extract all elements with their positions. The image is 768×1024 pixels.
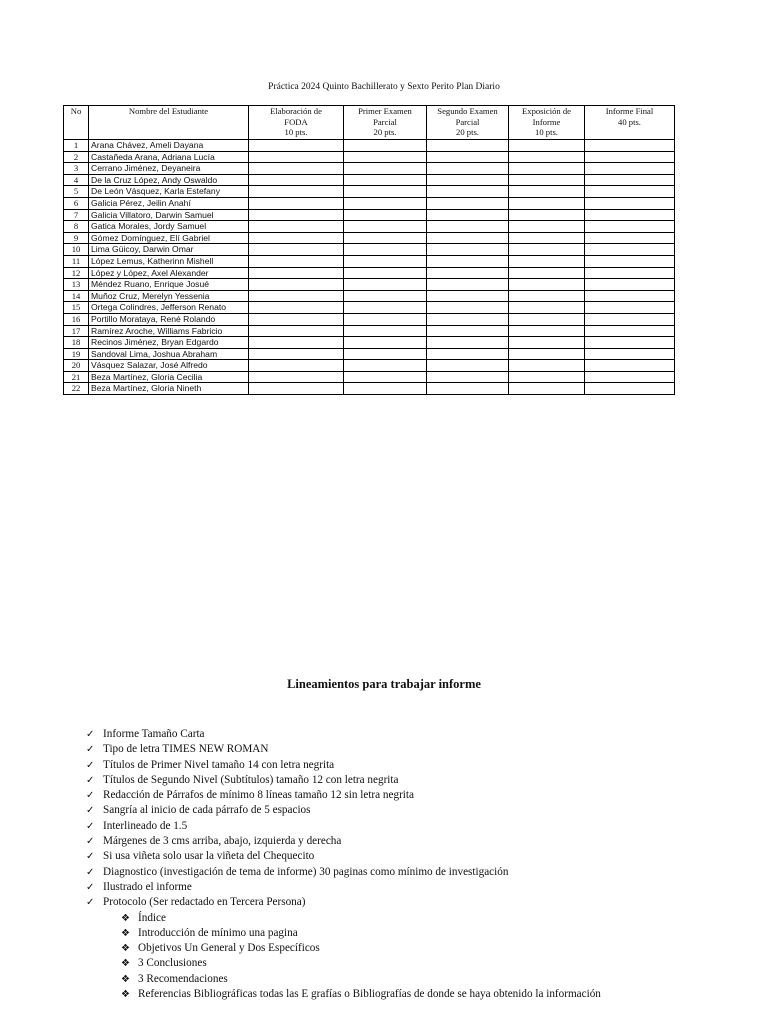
- list-item: [86, 742, 746, 757]
- score-cell[interactable]: [249, 244, 344, 256]
- score-cell[interactable]: [427, 221, 509, 233]
- checkmark-icon: ✓: [86, 759, 95, 771]
- diamond-bullet-icon: ❖: [121, 989, 130, 1001]
- score-cell[interactable]: [427, 371, 509, 383]
- list-item-text: Interlineado de 1.5: [103, 819, 188, 832]
- score-cell[interactable]: [249, 140, 344, 152]
- student-name: Castañeda Arana, Adriana Lucía: [89, 151, 249, 163]
- score-cell[interactable]: [249, 313, 344, 325]
- column-header: [344, 106, 427, 140]
- score-cell[interactable]: [585, 267, 675, 279]
- student-name: Gómez Domínguez, Elí Gabriel: [89, 232, 249, 244]
- score-cell[interactable]: [344, 140, 427, 152]
- score-cell[interactable]: [344, 337, 427, 349]
- score-cell[interactable]: [585, 313, 675, 325]
- score-cell[interactable]: [249, 163, 344, 175]
- list-item-text: Introducción de mínimo una pagina: [138, 926, 298, 939]
- row-number: 14: [64, 290, 89, 302]
- score-cell[interactable]: [509, 290, 585, 302]
- score-cell[interactable]: [427, 348, 509, 360]
- list-item: [86, 895, 746, 910]
- column-header-line: Nombre del Estudiante: [128, 106, 209, 116]
- score-cell[interactable]: [249, 348, 344, 360]
- student-name: Cerrano Jiménez, Deyaneira: [89, 163, 249, 175]
- student-name: Vásquez Salazar, José Alfredo: [89, 360, 249, 372]
- row-number: 8: [64, 221, 89, 233]
- student-name: Lima Güicoy, Darwin Omar: [89, 244, 249, 256]
- score-cell[interactable]: [249, 302, 344, 314]
- table-row: [64, 174, 675, 186]
- document-title: Práctica 2024 Quinto Bachillerato y Sexto Perito Plan Diario: [268, 82, 500, 92]
- checkmark-icon: ✓: [86, 744, 95, 756]
- score-cell[interactable]: [585, 174, 675, 186]
- sub-list-item: [86, 956, 746, 971]
- score-cell[interactable]: [509, 174, 585, 186]
- score-cell[interactable]: [344, 383, 427, 395]
- score-cell[interactable]: [585, 209, 675, 221]
- column-header-line: 20 pts.: [456, 127, 479, 137]
- score-cell[interactable]: [344, 360, 427, 372]
- list-item-text: Ilustrado el informe: [103, 880, 192, 893]
- checkmark-icon: ✓: [86, 820, 95, 832]
- score-cell[interactable]: [509, 383, 585, 395]
- row-number: 22: [64, 383, 89, 395]
- list-item: [86, 773, 746, 788]
- row-number: 11: [64, 255, 89, 267]
- table-row: [64, 360, 675, 372]
- score-cell[interactable]: [249, 186, 344, 198]
- diamond-bullet-icon: ❖: [121, 927, 130, 939]
- column-header: [249, 106, 344, 140]
- list-item-text: Índice: [138, 911, 166, 924]
- score-cell[interactable]: [509, 197, 585, 209]
- score-cell[interactable]: [585, 279, 675, 291]
- score-cell[interactable]: [509, 348, 585, 360]
- score-cell[interactable]: [427, 267, 509, 279]
- list-item-text: Objetivos Un General y Dos Específicos: [138, 942, 320, 955]
- checkmark-icon: ✓: [86, 836, 95, 848]
- student-name: Sandoval Lima, Joshua Abraham: [89, 348, 249, 360]
- row-number: 16: [64, 313, 89, 325]
- score-cell[interactable]: [509, 221, 585, 233]
- student-name: Recinos Jiménez, Bryan Edgardo: [89, 337, 249, 349]
- score-cell[interactable]: [249, 197, 344, 209]
- score-cell[interactable]: [249, 371, 344, 383]
- student-name: De la Cruz López, Andy Oswaldo: [89, 174, 249, 186]
- score-cell[interactable]: [249, 151, 344, 163]
- list-item-text: Sangría al inicio de cada párrafo de 5 espacios: [103, 804, 311, 817]
- column-header-line: 20 pts.: [373, 127, 397, 137]
- table-row: [64, 348, 675, 360]
- row-number: 9: [64, 232, 89, 244]
- score-cell[interactable]: [249, 221, 344, 233]
- list-item-text: Protocolo (Ser redactado en Tercera Persona): [103, 896, 306, 909]
- score-cell[interactable]: [427, 360, 509, 372]
- score-cell[interactable]: [249, 325, 344, 337]
- score-cell[interactable]: [509, 279, 585, 291]
- table-row: [64, 221, 675, 233]
- diamond-bullet-icon: ❖: [121, 943, 130, 955]
- column-header-line: Informe Final: [605, 106, 654, 116]
- score-cell[interactable]: [344, 163, 427, 175]
- score-cell[interactable]: [344, 267, 427, 279]
- row-number: 10: [64, 244, 89, 256]
- student-name: Ramírez Aroche, Williams Fabricio: [89, 325, 249, 337]
- score-cell[interactable]: [344, 232, 427, 244]
- score-cell[interactable]: [509, 151, 585, 163]
- row-number: 1: [64, 140, 89, 152]
- score-cell[interactable]: [427, 279, 509, 291]
- score-cell[interactable]: [585, 255, 675, 267]
- sub-list-item: [86, 941, 746, 956]
- score-cell[interactable]: [509, 140, 585, 152]
- student-name: Gatica Morales, Jordy Samuel: [89, 221, 249, 233]
- list-item-text: 3 Recomendaciones: [138, 972, 228, 985]
- score-cell[interactable]: [585, 221, 675, 233]
- list-item-text: Referencias Bibliográficas todas las E grafías o Bibliografías de donde se haya obtenido la información: [138, 988, 601, 1001]
- column-header-line: Elaboración de: [270, 106, 322, 116]
- list-item: [86, 803, 746, 818]
- column-header-line: Informe: [532, 116, 561, 127]
- table-row: [64, 337, 675, 349]
- score-cell[interactable]: [585, 302, 675, 314]
- column-header-line: No: [70, 106, 82, 116]
- table-row: [64, 186, 675, 198]
- score-cell[interactable]: [249, 232, 344, 244]
- score-cell[interactable]: [344, 209, 427, 221]
- score-cell[interactable]: [427, 255, 509, 267]
- row-number: 18: [64, 337, 89, 349]
- list-item-text: Redacción de Párrafos de mínimo 8 líneas tamaño 12 sin letra negrita: [103, 789, 414, 802]
- sub-list-item: [86, 911, 746, 926]
- row-number: 4: [64, 174, 89, 186]
- score-cell[interactable]: [509, 163, 585, 175]
- score-cell[interactable]: [344, 371, 427, 383]
- score-cell[interactable]: [585, 290, 675, 302]
- score-cell[interactable]: [585, 348, 675, 360]
- score-cell[interactable]: [249, 383, 344, 395]
- list-item: [86, 788, 746, 803]
- score-cell[interactable]: [344, 151, 427, 163]
- row-number: 19: [64, 348, 89, 360]
- column-header: [89, 106, 249, 140]
- checkmark-icon: ✓: [86, 790, 95, 802]
- score-cell[interactable]: [509, 267, 585, 279]
- student-name: Arana Chávez, Ameli Dayana: [89, 140, 249, 152]
- score-cell[interactable]: [344, 221, 427, 233]
- table-row: [64, 209, 675, 221]
- student-name: López y López, Axel Alexander: [89, 267, 249, 279]
- table-row: [64, 140, 675, 152]
- student-name: Galicia Pérez, Jeilin Anahí: [89, 197, 249, 209]
- score-cell[interactable]: [427, 244, 509, 256]
- score-cell[interactable]: [509, 325, 585, 337]
- list-item: [86, 834, 746, 849]
- score-cell[interactable]: [344, 255, 427, 267]
- row-number: 15: [64, 302, 89, 314]
- score-cell[interactable]: [585, 337, 675, 349]
- score-cell[interactable]: [249, 360, 344, 372]
- score-cell[interactable]: [427, 302, 509, 314]
- row-number: 3: [64, 163, 89, 175]
- list-item: [86, 880, 746, 895]
- row-number: 6: [64, 197, 89, 209]
- score-cell[interactable]: [249, 174, 344, 186]
- score-cell[interactable]: [427, 151, 509, 163]
- student-name: Muñoz Cruz, Merelyn Yessenia: [89, 290, 249, 302]
- checkmark-icon: ✓: [86, 851, 95, 863]
- score-cell[interactable]: [585, 325, 675, 337]
- table-body: [64, 140, 675, 395]
- list-item-text: Diagnostico (investigación de tema de informe) 30 paginas como mínimo de investigación: [103, 865, 509, 878]
- list-item-text: Títulos de Primer Nivel tamaño 14 con letra negrita: [103, 758, 335, 771]
- checkmark-icon: ✓: [86, 866, 95, 878]
- score-cell[interactable]: [344, 348, 427, 360]
- score-cell[interactable]: [509, 371, 585, 383]
- table-row: [64, 290, 675, 302]
- table-row: [64, 383, 675, 395]
- row-number: 20: [64, 360, 89, 372]
- table-row: [64, 232, 675, 244]
- score-cell[interactable]: [585, 186, 675, 198]
- score-cell[interactable]: [585, 371, 675, 383]
- student-name: Beza Martínez, Gloria Cecilia: [89, 371, 249, 383]
- row-number: 7: [64, 209, 89, 221]
- list-item-text: 3 Conclusiones: [138, 957, 207, 970]
- score-cell[interactable]: [249, 279, 344, 291]
- score-cell[interactable]: [427, 174, 509, 186]
- list-item: [86, 758, 746, 773]
- table-row: [64, 163, 675, 175]
- score-cell[interactable]: [427, 313, 509, 325]
- column-header-line: Segundo Examen: [437, 106, 498, 116]
- score-cell[interactable]: [344, 279, 427, 291]
- student-name: Galicia Villatoro, Darwin Samuel: [89, 209, 249, 221]
- score-cell[interactable]: [249, 209, 344, 221]
- score-cell[interactable]: [427, 209, 509, 221]
- table-row: [64, 197, 675, 209]
- row-number: 21: [64, 371, 89, 383]
- column-header-line: Exposición de: [522, 106, 571, 116]
- grades-table: [63, 105, 675, 395]
- student-name: López Lemus, Katherinn Mishell: [89, 255, 249, 267]
- score-cell[interactable]: [427, 197, 509, 209]
- score-cell[interactable]: [344, 174, 427, 186]
- score-cell[interactable]: [344, 325, 427, 337]
- checkmark-icon: ✓: [86, 881, 95, 893]
- list-item-text: Márgenes de 3 cms arriba, abajo, izquierda y derecha: [103, 835, 342, 848]
- score-cell[interactable]: [509, 255, 585, 267]
- table-row: [64, 151, 675, 163]
- column-header-line: FODA: [284, 116, 308, 127]
- score-cell[interactable]: [509, 244, 585, 256]
- list-item: [86, 727, 746, 742]
- checkmark-icon: ✓: [86, 729, 95, 740]
- score-cell[interactable]: [585, 244, 675, 256]
- column-header-line: Parcial: [373, 116, 397, 127]
- score-cell[interactable]: [344, 186, 427, 198]
- score-cell[interactable]: [509, 302, 585, 314]
- list-item: [86, 849, 746, 864]
- score-cell[interactable]: [509, 360, 585, 372]
- checkmark-icon: ✓: [86, 805, 95, 817]
- score-cell[interactable]: [249, 290, 344, 302]
- sub-list-item: [86, 987, 746, 1002]
- score-cell[interactable]: [427, 140, 509, 152]
- score-cell[interactable]: [249, 337, 344, 349]
- student-name: De León Vásquez, Karla Estefany: [89, 186, 249, 198]
- score-cell[interactable]: [249, 255, 344, 267]
- list-item-text: Si usa viñeta solo usar la viñeta del Chequecito: [103, 850, 315, 863]
- score-cell[interactable]: [585, 360, 675, 372]
- column-header-line: 10 pts.: [284, 127, 308, 137]
- row-number: 13: [64, 279, 89, 291]
- guidelines-list: [86, 727, 746, 1002]
- checkmark-icon: ✓: [86, 897, 95, 909]
- column-header: [427, 106, 509, 140]
- score-cell[interactable]: [427, 383, 509, 395]
- table-row: [64, 371, 675, 383]
- column-header: [509, 106, 585, 140]
- row-number: 12: [64, 267, 89, 279]
- diamond-bullet-icon: ❖: [121, 912, 130, 924]
- score-cell[interactable]: [585, 197, 675, 209]
- score-cell[interactable]: [585, 140, 675, 152]
- row-number: 2: [64, 151, 89, 163]
- score-cell[interactable]: [509, 337, 585, 349]
- score-cell[interactable]: [585, 232, 675, 244]
- table-row: [64, 302, 675, 314]
- list-item-text: Títulos de Segundo Nivel (Subtítulos) tamaño 12 con letra negrita: [103, 773, 399, 786]
- table-row: [64, 279, 675, 291]
- row-number: 17: [64, 325, 89, 337]
- score-cell[interactable]: [509, 313, 585, 325]
- score-cell[interactable]: [509, 186, 585, 198]
- table-row: [64, 325, 675, 337]
- score-cell[interactable]: [344, 244, 427, 256]
- score-cell[interactable]: [427, 186, 509, 198]
- column-header-line: 10 pts.: [535, 127, 558, 137]
- list-item: [86, 819, 746, 834]
- student-name: Beza Martínez, Gloria Nineth: [89, 383, 249, 395]
- sub-list-item: [86, 926, 746, 941]
- table-row: [64, 313, 675, 325]
- table-row: [64, 244, 675, 256]
- score-cell[interactable]: [427, 337, 509, 349]
- score-cell[interactable]: [509, 209, 585, 221]
- score-cell[interactable]: [427, 163, 509, 175]
- score-cell[interactable]: [585, 383, 675, 395]
- column-header: [585, 106, 675, 140]
- guidelines-heading: Lineamientos para trabajar informe: [287, 677, 481, 691]
- score-cell[interactable]: [344, 302, 427, 314]
- table-header-row: [64, 106, 675, 140]
- table-row: [64, 255, 675, 267]
- list-item-text: Informe Tamaño Carta: [103, 728, 205, 740]
- score-cell[interactable]: [427, 325, 509, 337]
- column-header-line: Parcial: [455, 116, 480, 127]
- column-header-line: Primer Examen: [358, 106, 412, 116]
- score-cell[interactable]: [585, 151, 675, 163]
- score-cell[interactable]: [427, 232, 509, 244]
- score-cell[interactable]: [249, 267, 344, 279]
- list-item-text: Tipo de letra TIMES NEW ROMAN: [103, 743, 269, 756]
- student-name: Ortega Colindres, Jefferson Renato: [89, 302, 249, 314]
- score-cell[interactable]: [344, 197, 427, 209]
- diamond-bullet-icon: ❖: [121, 958, 130, 970]
- score-cell[interactable]: [585, 163, 675, 175]
- list-item: [86, 865, 746, 880]
- row-number: 5: [64, 186, 89, 198]
- student-name: Portillo Morataya, René Rolando: [89, 313, 249, 325]
- score-cell[interactable]: [344, 290, 427, 302]
- table-row: [64, 267, 675, 279]
- sub-list-item: [86, 972, 746, 987]
- column-header: [64, 106, 89, 140]
- diamond-bullet-icon: ❖: [121, 973, 130, 985]
- score-cell[interactable]: [509, 232, 585, 244]
- checkmark-icon: ✓: [86, 774, 95, 786]
- score-cell[interactable]: [427, 290, 509, 302]
- student-name: Méndez Ruano, Enrique Josué: [89, 279, 249, 291]
- column-header-line: 40 pts.: [618, 116, 641, 127]
- score-cell[interactable]: [344, 313, 427, 325]
